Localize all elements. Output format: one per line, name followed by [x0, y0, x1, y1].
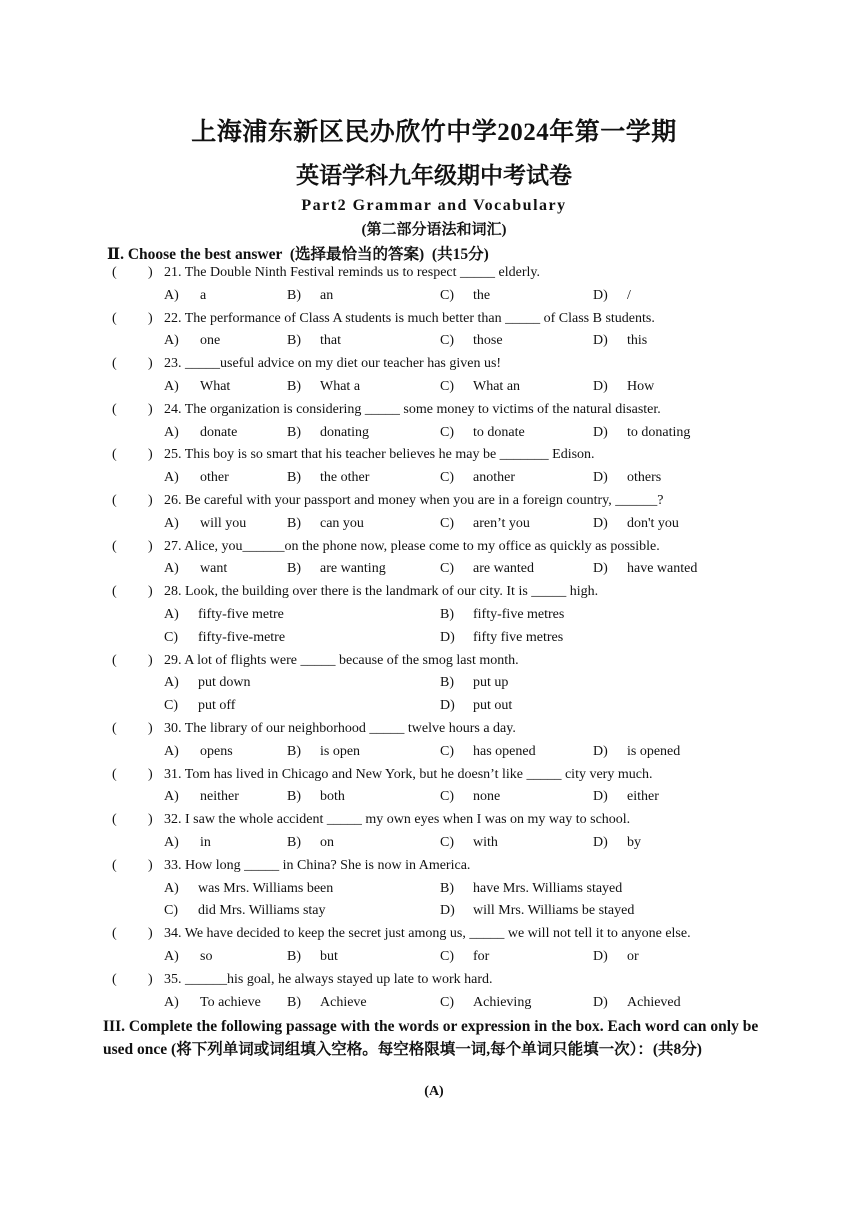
option-letter: C)	[440, 470, 454, 486]
option-letter: A)	[164, 789, 179, 805]
option-text: put up	[473, 675, 509, 691]
exam-title-line1: 上海浦东新区民办欣竹中学2024年第一学期	[191, 119, 677, 146]
option-letter: A)	[164, 287, 179, 303]
option-text: to donate	[473, 424, 525, 440]
option-text: have wanted	[627, 561, 698, 577]
option-text: What a	[320, 378, 361, 394]
question-item	[0, 262, 868, 285]
answer-blank-open: (	[112, 584, 117, 600]
question-item	[0, 536, 868, 559]
option-text: donating	[320, 424, 369, 440]
question-stem: 31. Tom has lived in Chicago and New York, but he doesn’t like _____ city very much.	[164, 766, 653, 782]
option-text: will you	[200, 515, 247, 531]
option-letter: D)	[593, 470, 608, 486]
question-stem: 26. Be careful with your passport and money when you are in a foreign country, ______?	[164, 492, 664, 508]
option-letter: C)	[164, 698, 178, 714]
question-stem: 25. This boy is so smart that his teacher believes he may be _______ Edison.	[164, 447, 595, 463]
option-text: both	[320, 789, 345, 805]
options-row	[0, 330, 868, 353]
option-text: What an	[473, 378, 521, 394]
option-text: did Mrs. Williams stay	[198, 903, 326, 919]
option-letter: C)	[440, 378, 454, 394]
option-text: either	[627, 789, 659, 805]
answer-blank-open: (	[112, 492, 117, 508]
section3-heading: III. Complete the following passage with the words or expression in the box. Each word can only be used once (将下列单词或词组填入空格。每空格限填一词,每个单词只能填一次）：(共8分)	[103, 1018, 759, 1058]
option-letter: D)	[593, 378, 608, 394]
answer-blank-open: (	[112, 356, 117, 372]
question-stem: 35. ______his goal, he always stayed up late to work hard.	[164, 971, 493, 987]
answer-blank-close: )	[148, 584, 153, 600]
option-text: for	[473, 948, 490, 964]
option-letter: D)	[593, 789, 608, 805]
question-item	[0, 650, 868, 673]
option-letter: A)	[164, 994, 179, 1010]
option-letter: B)	[287, 378, 301, 394]
option-letter: A)	[164, 743, 179, 759]
option-letter: B)	[287, 994, 301, 1010]
answer-blank-open: (	[112, 720, 117, 736]
question-list	[0, 262, 868, 1014]
options-row	[0, 558, 868, 581]
option-letter: D)	[440, 629, 455, 645]
answer-blank-close: )	[148, 766, 153, 782]
options-row	[0, 467, 868, 490]
option-letter: B)	[440, 880, 454, 896]
option-letter: D)	[593, 424, 608, 440]
option-text: others	[627, 470, 662, 486]
option-letter: B)	[287, 333, 301, 349]
option-letter: A)	[164, 834, 179, 850]
option-text: will Mrs. Williams be stayed	[473, 903, 635, 919]
option-text: are wanted	[473, 561, 535, 577]
option-text: has opened	[473, 743, 536, 759]
answer-blank-close: )	[148, 926, 153, 942]
option-letter: B)	[287, 743, 301, 759]
options-row	[0, 422, 868, 445]
option-letter: C)	[440, 994, 454, 1010]
question-item	[0, 969, 868, 992]
question-stem: 27. Alice, you______on the phone now, please come to my office as quickly as possible.	[164, 538, 660, 554]
options-row	[0, 285, 868, 308]
options-row	[0, 946, 868, 969]
exam-title-line2: 英语学科九年级期中考试卷	[296, 163, 572, 188]
option-text: have Mrs. Williams stayed	[473, 880, 623, 896]
option-letter: A)	[164, 606, 179, 622]
answer-blank-open: (	[112, 971, 117, 987]
option-letter: B)	[440, 675, 454, 691]
option-letter: D)	[593, 515, 608, 531]
answer-blank-close: )	[148, 720, 153, 736]
option-letter: B)	[287, 287, 301, 303]
option-text: fifty-five-metre	[198, 629, 286, 645]
answer-blank-close: )	[148, 356, 153, 372]
answer-blank-open: (	[112, 310, 117, 326]
question-stem: 32. I saw the whole accident _____ my own eyes when I was on my way to school.	[164, 812, 631, 828]
question-item	[0, 855, 868, 878]
option-text: /	[627, 287, 631, 303]
option-letter: B)	[287, 561, 301, 577]
option-letter: C)	[164, 629, 178, 645]
option-text: opens	[200, 743, 233, 759]
question-item	[0, 444, 868, 467]
option-text: donate	[200, 424, 238, 440]
options-row	[0, 741, 868, 764]
option-text: How	[627, 378, 655, 394]
question-item	[0, 353, 868, 376]
option-text: fifty-five metre	[198, 606, 284, 622]
options-row	[0, 513, 868, 536]
question-item	[0, 399, 868, 422]
options-row	[0, 376, 868, 399]
option-letter: C)	[440, 515, 454, 531]
answer-blank-open: (	[112, 857, 117, 873]
answer-blank-close: )	[148, 971, 153, 987]
question-item	[0, 581, 868, 604]
option-text: that	[320, 333, 341, 349]
option-letter: B)	[287, 424, 301, 440]
option-text: was Mrs. Williams been	[198, 880, 334, 896]
answer-blank-open: (	[112, 538, 117, 554]
option-text: another	[473, 470, 515, 486]
option-letter: D)	[440, 903, 455, 919]
options-row	[0, 604, 868, 627]
option-text: one	[200, 333, 221, 349]
option-text: are wanting	[320, 561, 386, 577]
option-text: but	[320, 948, 338, 964]
options-row	[0, 832, 868, 855]
option-text: the	[473, 287, 491, 303]
answer-blank-open: (	[112, 812, 117, 828]
option-text: put off	[198, 698, 236, 714]
option-letter: C)	[440, 561, 454, 577]
question-item	[0, 809, 868, 832]
question-stem: 33. How long _____ in China? She is now in America.	[164, 857, 471, 873]
answer-blank-close: )	[148, 812, 153, 828]
question-stem: 34. We have decided to keep the secret just among us, _____ we will not tell it to anyone else.	[164, 926, 691, 942]
section2-heading: Ⅱ. Choose the best answer (选择最恰当的答案) (共15分)	[107, 246, 489, 263]
option-text: Achieve	[320, 994, 367, 1010]
option-text: don't you	[627, 515, 679, 531]
option-letter: A)	[164, 424, 179, 440]
option-letter: C)	[440, 333, 454, 349]
option-letter: A)	[164, 675, 179, 691]
option-letter: A)	[164, 378, 179, 394]
answer-blank-open: (	[112, 265, 117, 280]
option-text: put out	[473, 698, 513, 714]
option-letter: C)	[164, 903, 178, 919]
question-stem: 24. The organization is considering _____ some money to victims of the natural disaster.	[164, 401, 661, 417]
part-title-cn: (第二部分语法和词汇)	[361, 222, 507, 238]
options-row	[0, 627, 868, 650]
question-stem: 23. _____useful advice on my diet our teacher has given us!	[164, 356, 502, 372]
option-text: to donating	[627, 424, 691, 440]
option-letter: D)	[593, 333, 608, 349]
option-letter: D)	[440, 698, 455, 714]
option-text: fifty five metres	[473, 629, 564, 645]
option-text: on	[320, 834, 334, 850]
option-letter: B)	[287, 470, 301, 486]
option-text: is opened	[627, 743, 681, 759]
options-row	[0, 992, 868, 1015]
option-letter: B)	[440, 606, 454, 622]
option-text: other	[200, 470, 229, 486]
question-stem: 28. Look, the building over there is the landmark of our city. It is _____ high.	[164, 584, 599, 600]
answer-blank-open: (	[112, 447, 117, 463]
option-letter: B)	[287, 948, 301, 964]
option-text: To achieve	[200, 994, 261, 1010]
option-letter: D)	[593, 994, 608, 1010]
answer-blank-open: (	[112, 401, 117, 417]
option-letter: A)	[164, 333, 179, 349]
answer-blank-close: )	[148, 310, 153, 326]
option-text: an	[320, 287, 334, 303]
options-row	[0, 695, 868, 718]
option-text: by	[627, 834, 641, 850]
question-item	[0, 490, 868, 513]
option-text: none	[473, 789, 501, 805]
option-letter: C)	[440, 287, 454, 303]
passage-label: (A)	[424, 1084, 444, 1099]
answer-blank-close: )	[148, 857, 153, 873]
options-row	[0, 900, 868, 923]
options-row	[0, 786, 868, 809]
question-stem: 21. The Double Ninth Festival reminds us to respect _____ elderly.	[164, 265, 540, 280]
option-letter: C)	[440, 743, 454, 759]
option-text: fifty-five metres	[473, 606, 565, 622]
option-letter: B)	[287, 789, 301, 805]
option-letter: B)	[287, 834, 301, 850]
option-letter: A)	[164, 470, 179, 486]
question-item	[0, 308, 868, 331]
options-row	[0, 878, 868, 901]
option-text: Achieving	[473, 994, 532, 1010]
option-text: with	[473, 834, 498, 850]
question-stem: 30. The library of our neighborhood _____ twelve hours a day.	[164, 720, 516, 736]
option-letter: D)	[593, 948, 608, 964]
option-letter: C)	[440, 789, 454, 805]
option-letter: D)	[593, 834, 608, 850]
question-item	[0, 764, 868, 787]
option-text: or	[627, 948, 639, 964]
question-stem: 22. The performance of Class A students is much better than _____ of Class B students.	[164, 310, 655, 326]
question-stem: 29. A lot of flights were _____ because of the smog last month.	[164, 652, 519, 668]
option-letter: C)	[440, 424, 454, 440]
answer-blank-close: )	[148, 265, 153, 280]
answer-blank-close: )	[148, 538, 153, 554]
option-text: can you	[320, 515, 364, 531]
answer-blank-open: (	[112, 926, 117, 942]
option-text: in	[200, 834, 211, 850]
answer-blank-close: )	[148, 652, 153, 668]
answer-blank-close: )	[148, 401, 153, 417]
option-letter: D)	[593, 743, 608, 759]
question-item	[0, 923, 868, 946]
option-text: put down	[198, 675, 251, 691]
answer-blank-open: (	[112, 652, 117, 668]
option-letter: A)	[164, 948, 179, 964]
option-letter: D)	[593, 287, 608, 303]
option-text: is open	[320, 743, 361, 759]
answer-blank-close: )	[148, 492, 153, 508]
option-text: want	[200, 561, 228, 577]
option-letter: A)	[164, 515, 179, 531]
option-text: Achieved	[627, 994, 681, 1010]
option-text: those	[473, 333, 503, 349]
answer-blank-open: (	[112, 766, 117, 782]
options-row	[0, 672, 868, 695]
option-letter: C)	[440, 948, 454, 964]
question-item	[0, 718, 868, 741]
part-title: Part2 Grammar and Vocabulary	[301, 197, 567, 214]
option-text: a	[200, 287, 207, 303]
option-letter: B)	[287, 515, 301, 531]
option-letter: A)	[164, 561, 179, 577]
option-text: this	[627, 333, 648, 349]
option-text: What	[200, 378, 231, 394]
option-text: neither	[200, 789, 239, 805]
option-text: so	[200, 948, 213, 964]
answer-blank-close: )	[148, 447, 153, 463]
option-letter: C)	[440, 834, 454, 850]
option-letter: D)	[593, 561, 608, 577]
option-text: the other	[320, 470, 370, 486]
option-letter: A)	[164, 880, 179, 896]
option-text: aren’t you	[473, 515, 530, 531]
